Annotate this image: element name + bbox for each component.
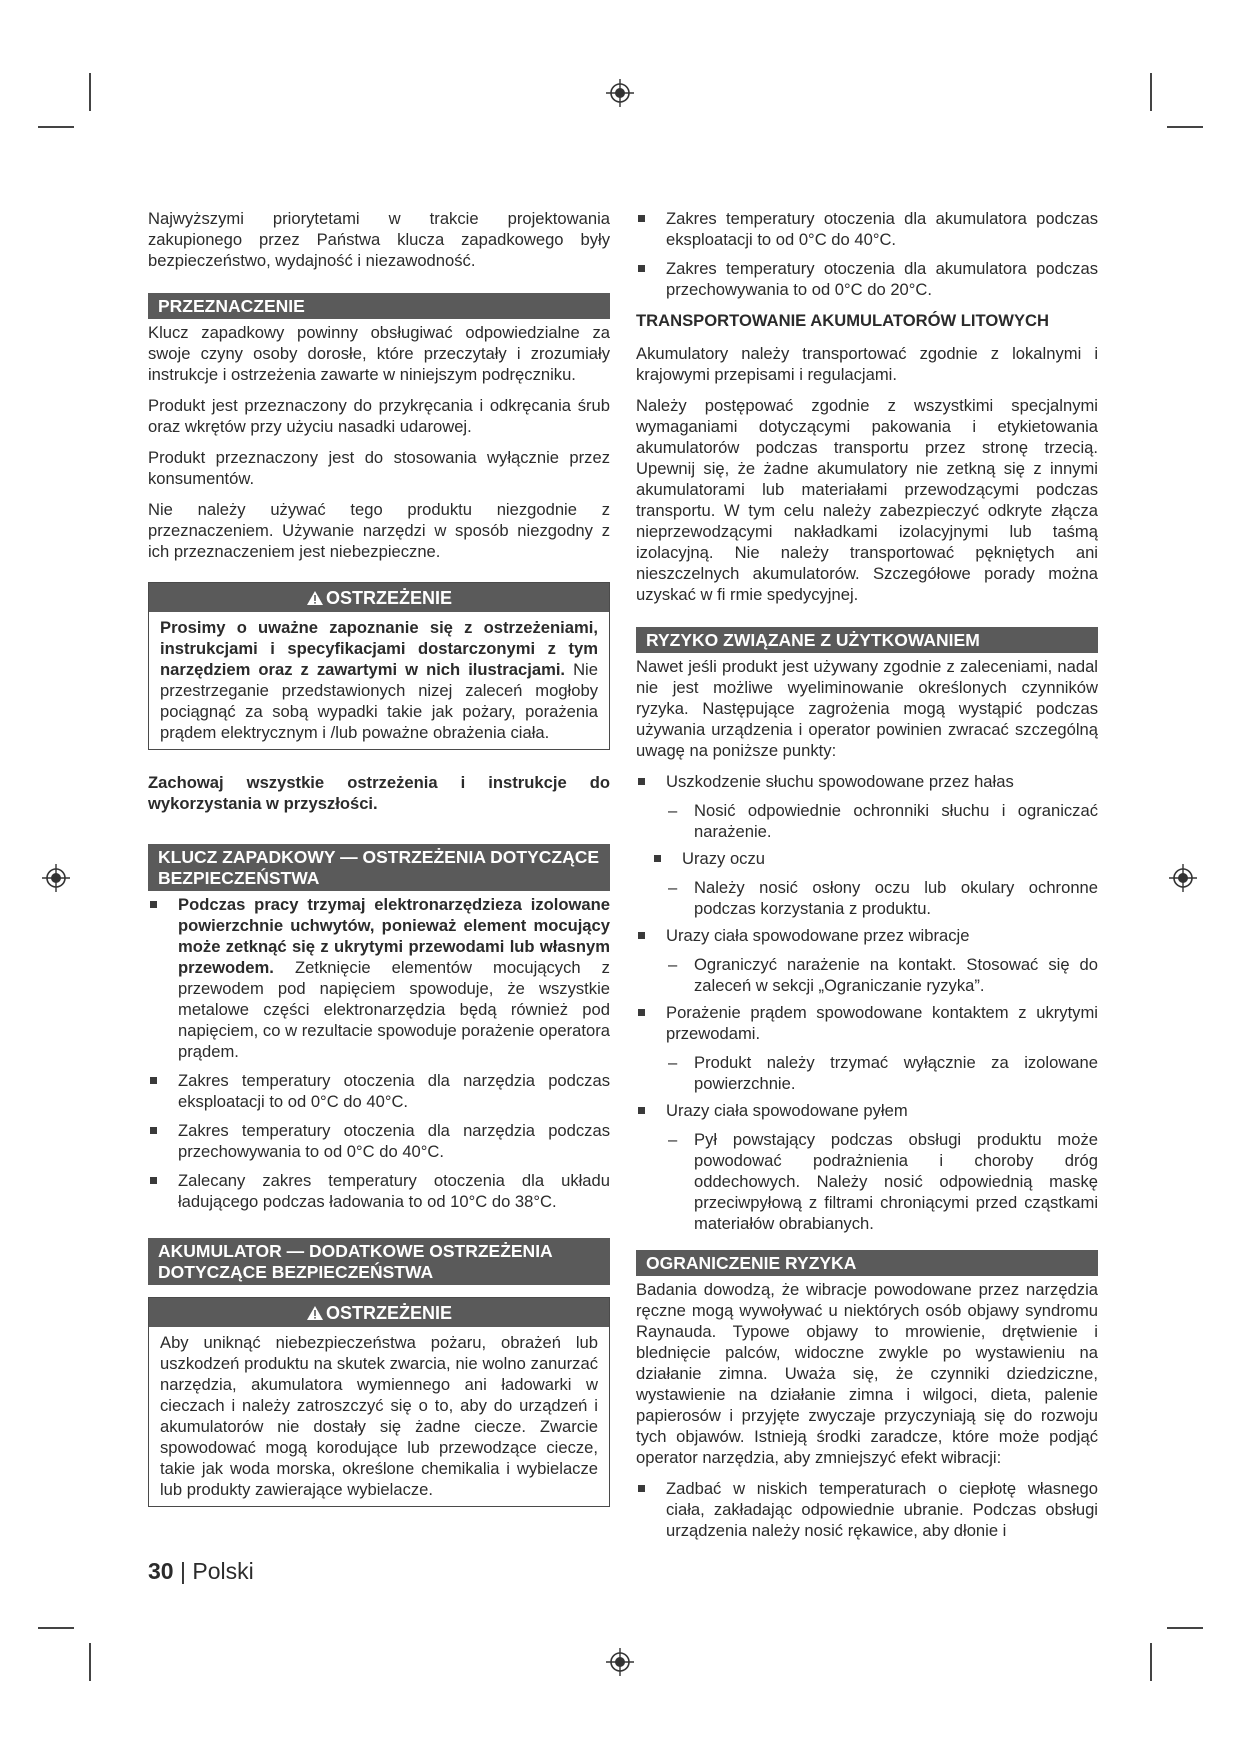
list-item-bold: Podczas pracy trzymaj elektronarzędzieza izolowane powierzchnie uchwytów, ponieważ element mocujący może zetknąć się z ukrytymi przewodami lub własnym przewodem. xyxy=(178,895,610,977)
registration-mark-icon xyxy=(605,78,635,108)
footer-language: Polski xyxy=(192,1558,254,1584)
sub-list-item: – Ograniczyć narażenie na kontakt. Stosować się do zaleceń w sekcji „Ograniczanie ryzyka”. xyxy=(636,954,1098,996)
sub-list-item: – Nosić odpowiednie ochronniki słuchu i ograniczać narażenie. xyxy=(636,800,1098,842)
risk-list xyxy=(636,1002,1098,1044)
warning-text: Nie przestrzeganie przedstawionych nizej zaleceń mogłoby pociągnąć za sobą wypadki takie jak pożary, porażenia prądem elektrycznym i /lub poważne obrażenia ciała. xyxy=(160,660,598,742)
klucz-warning-list xyxy=(148,894,610,1212)
right-column xyxy=(636,208,1098,1549)
page-number: 30 xyxy=(148,1558,174,1584)
risk-sublist xyxy=(636,877,1098,919)
paragraph: Akumulatory należy transportować zgodnie z lokalnymi i krajowymi przepisami i regulacjami. xyxy=(636,344,1098,384)
crop-mark xyxy=(1167,1627,1203,1629)
warning-box xyxy=(148,1297,610,1507)
list-item xyxy=(148,894,610,1062)
reduction-list xyxy=(636,1478,1098,1541)
warning-triangle-icon xyxy=(306,1305,324,1321)
list-item: Uszkodzenie słuchu spowodowane przez hałas xyxy=(636,771,1098,792)
warning-triangle-icon xyxy=(306,590,324,606)
risk-sublist xyxy=(636,800,1098,842)
paragraph: Należy postępować zgodnie z wszystkimi specjalnymi wymaganiami dotyczącymi pakowania i etykietowania akumulatorów podczas transportu przez stronę trzecią. Upewnij się, że żadne akumulatory nie zetkną się z innymi akumulatorami lub materiałami przewodzącymi podczas transportu. W tym celu należy zabezpieczyć odkryte złącza nieprzewodzącymi nakładkami izolacyjnymi lub taśmą izolacyjną. Nie należy transportować pękniętych ani nieszczelnych akumulatorów. Szczegółowe porady można uzyskać w fi rmie spedycyjnej. xyxy=(636,396,1098,604)
warning-title: OSTRZEŻENIE xyxy=(325,1303,452,1323)
risk-list xyxy=(636,771,1098,792)
warning-title: OSTRZEŻENIE xyxy=(325,588,452,608)
warning-box xyxy=(148,582,610,750)
list-item: Zakres temperatury otoczenia dla narzędzia podczas eksploatacji to od 0°C do 40°C. xyxy=(148,1070,610,1112)
list-item: Urazy oczu xyxy=(636,848,1098,869)
registration-mark-icon xyxy=(605,1647,635,1677)
list-item: Zalecany zakres temperatury otoczenia dla układu ładującego podczas ładowania to od 10°C do 38°C. xyxy=(148,1170,610,1212)
list-item: Zakres temperatury otoczenia dla akumulatora podczas przechowywania to od 0°C do 20°C. xyxy=(636,258,1098,300)
registration-mark-icon xyxy=(1168,863,1198,893)
section-heading-klucz: KLUCZ ZAPADKOWY — OSTRZEŻENIA DOTYCZĄCE BEZPIECZEŃSTWA xyxy=(148,844,610,891)
warning-bold-text: Prosimy o uważne zapoznanie się z ostrzeżeniami, instrukcjami i specyfikacjami dostarczonymi z tym narzędziem oraz z zawartymi w nich ilustracjami. xyxy=(160,618,598,679)
subheading-transport: TRANSPORTOWANIE AKUMULATORÓW LITOWYCH xyxy=(636,311,1049,330)
footer-separator: | xyxy=(179,1558,186,1584)
list-item: Zadbać w niskich temperaturach o ciepłotę własnego ciała, zakładając odpowiednie ubranie. Podczas obsługi urządzenia należy nosić rękawice, aby dłonie i xyxy=(636,1478,1098,1541)
sub-list-item: – Należy nosić osłony oczu lub okulary ochronne podczas korzystania z produktu. xyxy=(636,877,1098,919)
risk-list xyxy=(636,925,1098,946)
battery-temperature-list xyxy=(636,208,1098,300)
page-footer xyxy=(148,1558,254,1585)
warning-header xyxy=(149,583,609,612)
crop-mark xyxy=(89,73,91,111)
paragraph: Nie należy używać tego produktu niezgodnie z przeznaczeniem. Używanie narzędzi w sposób niezgodny z ich przeznaczeniem jest niebezpieczne. xyxy=(148,500,610,561)
sub-list-item: – Pył powstający podczas obsługi produktu może powodować podrażnienia i choroby dróg oddechowych. Należy nosić odpowiednią maskę przeciwpyłową z filtrami chroniącymi przed cząstkami materiałów obrabianych. xyxy=(636,1129,1098,1234)
intro-paragraph: Najwyższymi priorytetami w trakcie projektowania zakupionego przez Państwa klucza zapadkowego były bezpieczeństwo, wydajność i niezawodność. xyxy=(148,209,610,270)
risk-sublist xyxy=(636,954,1098,996)
crop-mark xyxy=(38,126,74,128)
warning-text: Aby uniknąć niebezpieczeństwa pożaru, obrażeń lub uszkodzeń produktu na skutek zwarcia, nie wolno zanurzać narzędzia, akumulatora wymiennego ani ładowarki w cieczach i należy zatroszczyć się o to, aby do urządzeń i akumulatorów nie dostały się żadne ciecze. Zwarcie spowodować mogą korodujące lub przewodzące ciecze, takie jak woda morska, określone chemikalia i wybielacze lub produkty zawierające wybielacze. xyxy=(160,1333,598,1499)
paragraph: Produkt przeznaczony jest do stosowania wyłącznie przez konsumentów. xyxy=(148,448,610,488)
sub-list-item: – Produkt należy trzymać wyłącznie za izolowane powierzchnie. xyxy=(636,1052,1098,1094)
crop-mark xyxy=(89,1643,91,1681)
section-heading-akumulator: AKUMULATOR — DODATKOWE OSTRZEŻENIA DOTYCZĄCE BEZPIECZEŃSTWA xyxy=(148,1238,610,1285)
section-heading-ograniczenie: OGRANICZENIE RYZYKA xyxy=(636,1250,1098,1276)
paragraph: Produkt jest przeznaczony do przykręcania i odkręcania śrub oraz wkrętów przy użyciu nasadki udarowej. xyxy=(148,396,610,436)
paragraph: Nawet jeśli produkt jest używany zgodnie z zaleceniami, nadal nie jest możliwe wyeliminowanie określonych czynników ryzyka. Następujące zagrożenia mogą wystąpić podczas używania urządzenia i operator powinien zwracać szczególną uwagę na poniższe punkty: xyxy=(636,657,1098,760)
paragraph: Klucz zapadkowy powinny obsługiwać odpowiedzialne za swoje czyny osoby dorosłe, które przeczytały i zrozumiały instrukcje i ostrzeżenia zawarte w niniejszym podręczniku. xyxy=(148,323,610,384)
crop-mark xyxy=(1167,126,1203,128)
keep-instructions-note: Zachowaj wszystkie ostrzeżenia i instrukcje do wykorzystania w przyszłości. xyxy=(148,773,610,813)
list-item: Zakres temperatury otoczenia dla akumulatora podczas eksploatacji to od 0°C do 40°C. xyxy=(636,208,1098,250)
crop-mark xyxy=(1150,1643,1152,1681)
risk-list xyxy=(636,848,1098,869)
list-item: Urazy ciała spowodowane przez wibracje xyxy=(636,925,1098,946)
risk-sublist xyxy=(636,1052,1098,1094)
list-item: Porażenie prądem spowodowane kontaktem z ukrytymi przewodami. xyxy=(636,1002,1098,1044)
left-column xyxy=(148,208,610,1529)
registration-mark-icon xyxy=(41,863,71,893)
list-item-text: Zetknięcie elementów mocujących z przewodem pod napięciem spowoduje, że wszystkie metalowe części elektronarzędzia będą również pod napięciem, co w rezultacie spowoduje porażenie operatora prądem. xyxy=(178,958,610,1061)
warning-header xyxy=(149,1298,609,1327)
crop-mark xyxy=(38,1627,74,1629)
list-item: Zakres temperatury otoczenia dla narzędzia podczas przechowywania to od 0°C do 40°C. xyxy=(148,1120,610,1162)
risk-sublist xyxy=(636,1129,1098,1234)
section-heading-przeznaczenie: PRZEZNACZENIE xyxy=(148,293,610,319)
paragraph: Badania dowodzą, że wibracje powodowane przez narzędzia ręczne mogą wywoływać u niektórych osób objawy syndromu Raynauda. Typowe objawy to mrowienie, drętwienie i blednięcie palców, widoczne zwykle po wystawieniu na działanie zimna. Uważa się, że czynniki dziedziczne, wystawienie na działanie zimna i wilgoci, dieta, palenie papierosów i przyjęte zwyczaje przyczyniają się do rozwoju tych objawów. Istnieją środki zaradcze, które może podjąć operator narzędzia, aby zmniejszyć efekt wibracji: xyxy=(636,1280,1098,1467)
risk-list xyxy=(636,1100,1098,1121)
list-item: Urazy ciała spowodowane pyłem xyxy=(636,1100,1098,1121)
crop-mark xyxy=(1150,73,1152,111)
section-heading-ryzyko: RYZYKO ZWIĄZANE Z UŻYTKOWANIEM xyxy=(636,627,1098,653)
